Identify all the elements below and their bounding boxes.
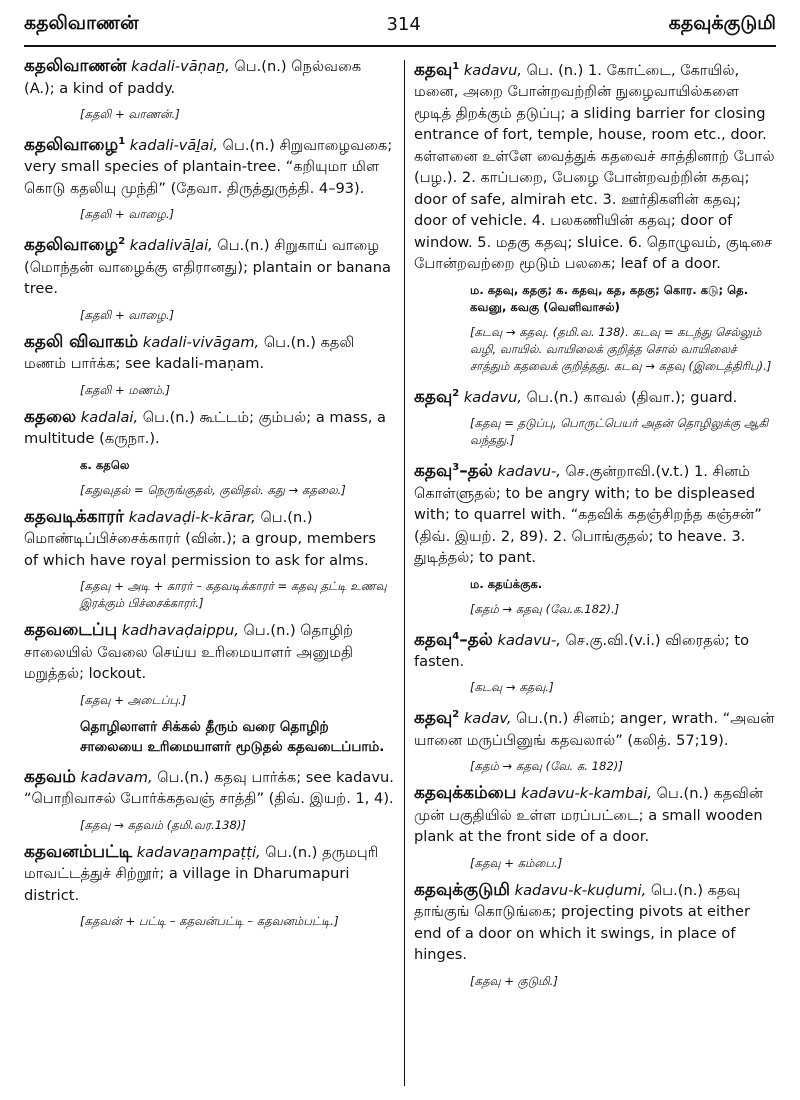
transliteration: kadavaḍi-k-kārar, — [128, 508, 256, 526]
homonym-number: 1 — [118, 136, 126, 147]
transliteration: kadalivāḻai, — [129, 237, 213, 255]
dictionary-entry — [414, 704, 778, 751]
definition: பெ.(n.) கதவு பார்க்க; see kadavu. “பொறிவாசல் போர்க்கதவஞ் சாத்தி” (திவ். இயற். 1, 4). — [24, 768, 394, 808]
etymology: [கதம் → கதவு (வே. க. 182)] — [470, 759, 623, 774]
definition: பெ.(n.) காவல் (திவா.); guard. — [521, 388, 738, 406]
transliteration: kadali-vāḻai, — [129, 136, 219, 154]
page-number: 314 — [386, 13, 421, 35]
etymology: [கதலி + வாழை.] — [80, 207, 175, 222]
etymology: [கதலி + மணம்.] — [80, 382, 171, 397]
homonym-number: 2 — [118, 236, 126, 248]
headword: கதவு — [414, 386, 453, 407]
right-column — [414, 56, 778, 1090]
headword: கதலிவாணன் — [24, 56, 127, 76]
transliteration: kadav, — [463, 710, 512, 728]
headword: கதவு — [414, 629, 453, 650]
dictionary-entry — [24, 56, 394, 99]
etymology: [கதவு + கம்பை.] — [470, 855, 563, 870]
dictionary-entry — [414, 783, 778, 848]
homonym-number: 2 — [452, 709, 460, 721]
homonym-number: 1 — [452, 61, 460, 72]
definition: பெ.(n.) தருமபுரி மாவட்டத்துச் சிற்றூர்; a village in Dharumapuri district. — [24, 843, 379, 904]
definition: பெ.(n.) கதலி மணம் பார்க்க; see kadali-maṇam. — [24, 333, 355, 373]
definition: செ.குன்றாவி.(v.t.) 1. சினம் கொள்ளுதல்; to be angry with; to be displeased with; to quarrel with. “கதவிக் கதஞ்சிறந்த கஞ்சன்” (திவ். இயற். 2, 89). 2. பொங்குதல்; to heave. 3. துடித்தல்; to pant. — [414, 463, 762, 567]
etymology: [கதவு + அடி + காரர் – கதவடிக்காரர் = கதவு தட்டி உணவு இரக்கும் பிச்சைக்காரர்.] — [80, 579, 387, 611]
definition: பெ.(n.) கதவு தாங்குங் கொடுங்கை; projecting pivots at either end of a door on which it swings, in place of hinges. — [414, 881, 751, 964]
transliteration: kadali-vivāgam, — [142, 333, 260, 351]
headword: கதலிவாழை — [24, 134, 119, 155]
headword: கதவனம்பட்டி — [24, 841, 133, 862]
cognates: ம. கதவு, கதகு; க. கதவு, கத, கதகு; கொர. கடு; தெ. கவனு, கவகு (வெளிவாசல்) — [470, 282, 749, 314]
transliteration: kadavu-, — [497, 463, 561, 481]
definition: பெ.(n.) மொண்டிப்பிச்சைக்காரர் (வின்.); a group, members of which have royal permission to ask for alms. — [24, 508, 376, 569]
dictionary-entry — [24, 131, 394, 199]
entry-note: தொழிலாளர் சிக்கல் தீரும் வரை தொழிற் சாலையை உரிமையாளர் மூடுதல் கதவடைப்பாம். — [80, 718, 385, 755]
headword: கதவுக்குடுமி — [414, 879, 511, 900]
definition: பெ.(n.) சினம்; anger, wrath. “அவன் யானை மருப்பினுங் கதவலால்” (கலித். 57;19). — [414, 710, 775, 749]
header-rule — [24, 45, 776, 47]
transliteration: kadavu, — [463, 388, 522, 406]
headword: கதலி விவாகம் — [24, 331, 139, 352]
page-header — [24, 4, 776, 44]
definition: பெ.(n.) சிறுகாய் வாழை (மொந்தன் வாழைக்கு எதிரானது); plantain or banana tree. — [24, 237, 391, 298]
headword-suffix: –தல் — [459, 629, 493, 650]
definition: செ.கு.வி.(v.i.) விரைதல்; to fasten. — [414, 631, 750, 670]
homonym-number: 3 — [452, 462, 460, 474]
header-right-guideword: கதவுக்குடுமி — [668, 11, 776, 34]
definition: பெ.(n.) தொழிற் சாலையில் வேலை செய்ய உரிமையாளர் அனுமதி மறுத்தல்; lockout. — [24, 622, 354, 683]
definition: பெ.(n.) சிறுவாழைவகை; very small species of plantain-tree. “கறியுமா மிள கொடு கதலியு முந்தி” (தேவா. திருத்துருத்தி. 4–93). — [24, 136, 393, 197]
etymology: [கடவு → கதவு.] — [470, 680, 554, 695]
definition: பெ. (n.) 1. கோட்டை, கோயில், மனை, அறை போன்றவற்றின் நுழைவாயில்களை மூடித் திறக்கும் தடுப்பு; a sliding barrier for closing entrance of fort, temple, house, room etc., door. கள்ளனை உள்ளே வைத்துக் கதவைச் சாத்தினாற் போல் (பழ.). 2. காப்பறை, பேழை போன்றவற்றின் கதவு; door of safe, almirah etc. 3. ஊர்திகளின் கதவு; door of vehicle. 4. பலகணியின் கதவு; door of window. 5. மதகு கதவு; sluice. 6. தொழுவம், குடிசை போன்றவற்றை மூடும் பலகை; leaf of a door. — [414, 61, 775, 273]
dictionary-entry — [24, 332, 394, 375]
transliteration: kadavu, — [463, 61, 522, 79]
etymology: [கதவு + குடுமி.] — [470, 973, 558, 988]
cognates: ம. கதய்க்குக. — [470, 576, 543, 591]
etymology: [கதுவுதல் = நெருங்குதல், குவிதல். கது → கதலை.] — [80, 482, 346, 497]
homonym-number: 2 — [452, 387, 460, 399]
etymology: [கதம் → கதவு (வே.க.182).] — [470, 601, 620, 616]
etymology: [கதலி + வாழை.] — [80, 307, 175, 322]
left-column — [24, 56, 394, 1090]
dictionary-entry — [24, 767, 394, 810]
transliteration: kadalai, — [80, 408, 139, 426]
dictionary-entry — [24, 407, 394, 450]
dictionary-entry — [24, 620, 394, 685]
dictionary-entry — [414, 56, 778, 275]
etymology: [கதவு + அடைப்பு.] — [80, 692, 187, 707]
headword: கதலிவாழை — [24, 235, 119, 256]
etymology: [கதலி + வாணன்.] — [80, 107, 180, 121]
definition: பெ.(n.) கதவின் முன் பகுதியில் உள்ள மரப்பட்டை; a small wooden plank at the front side of a door. — [414, 785, 764, 846]
dictionary-entry — [24, 507, 394, 572]
transliteration: kadavaṉampaṭṭi, — [136, 843, 261, 861]
etymology: [கதவு = தடுப்பு, பொருட்பெயர் அதன் தொழிலுக்கு ஆகி வந்தது.] — [470, 416, 769, 448]
cognates: க. கதலெ — [80, 457, 130, 472]
dictionary-entry — [414, 626, 778, 673]
transliteration: kadavu-k-kuḍumi, — [514, 881, 647, 899]
headword-suffix: –தல் — [459, 461, 493, 482]
transliteration: kadali-vāṇaṉ, — [131, 58, 230, 75]
dictionary-entry — [414, 880, 778, 966]
etymology: [கதவு → கதவம் (தமி.வர.138)] — [80, 817, 246, 832]
dictionary-entry — [414, 457, 778, 568]
dictionary-entry — [24, 231, 394, 299]
etymology: [கதவன் + பட்டி – கதவன்பட்டி – கதவனம்பட்டி.] — [80, 914, 339, 929]
headword: கதவு — [414, 59, 453, 80]
dictionary-entry — [24, 842, 394, 907]
column-divider — [404, 60, 405, 1086]
definition: பெ.(n.) நெல்வகை (A.); a kind of paddy. — [24, 58, 362, 97]
headword: கதவுக்கம்பை — [414, 783, 517, 804]
transliteration: kadavam, — [80, 768, 153, 786]
headword: கதலை — [24, 406, 77, 427]
dictionary-entry — [414, 383, 778, 408]
definition: பெ.(n.) கூட்டம்; கும்பல்; a mass, a multitude (கருநா.). — [24, 408, 386, 448]
transliteration: kadavu-, — [497, 631, 561, 649]
headword: கதவு — [414, 708, 453, 729]
transliteration: kadhavaḍaippu, — [121, 622, 239, 640]
etymology: [கடவு → கதவு. (தமி.வ. 138). கடவு = கடந்து செல்லும் வழி, வாயில். வாயிலைக் குறித்த சொல் வாயிலைச் சாத்தும் கதவைக் குறித்தது. கடவு → கதவு (இடைத்திரிபு).] — [470, 324, 772, 373]
header-left-guideword: கதலிவாணன் — [24, 11, 139, 34]
headword: கதவம் — [24, 766, 76, 787]
headword: கதவடிக்காரர் — [24, 506, 125, 527]
transliteration: kadavu-k-kambai, — [521, 785, 653, 803]
homonym-number: 4 — [452, 630, 460, 642]
headword: கதவடைப்பு — [24, 620, 118, 641]
headword: கதவு — [414, 461, 453, 482]
